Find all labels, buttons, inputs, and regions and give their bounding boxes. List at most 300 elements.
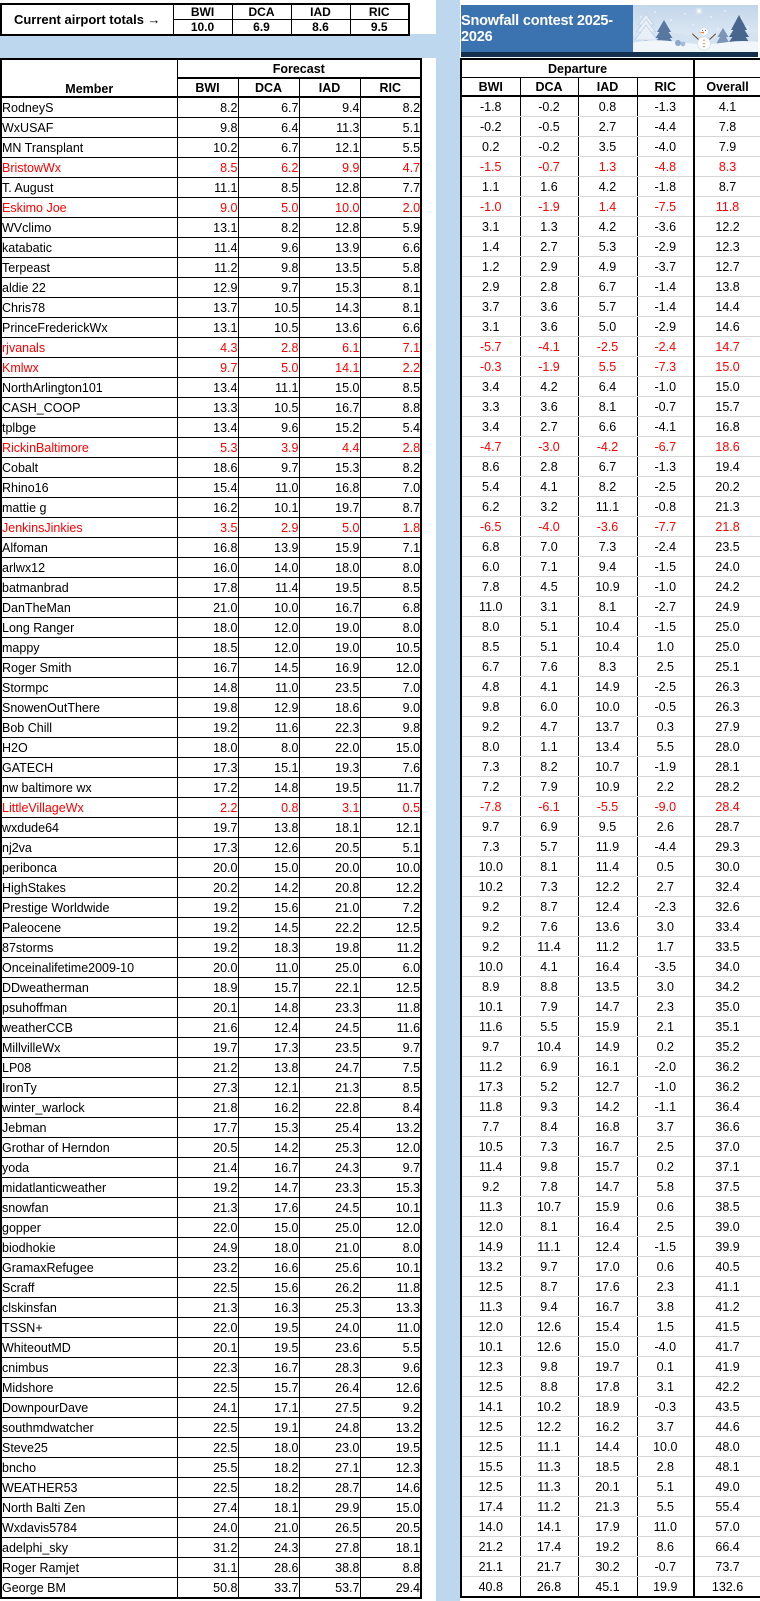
departure-cell[interactable]: 18.9: [578, 1397, 637, 1417]
departure-cell[interactable]: -3.7: [637, 257, 694, 277]
departure-cell[interactable]: 5.5: [520, 1017, 578, 1037]
forecast-cell[interactable]: 20.2: [177, 878, 238, 898]
forecast-cell[interactable]: 13.9: [238, 538, 299, 558]
departure-cell[interactable]: 7.9: [520, 777, 578, 797]
departure-cell[interactable]: 12.6: [520, 1337, 578, 1357]
departure-cell[interactable]: 13.6: [578, 917, 637, 937]
overall-cell[interactable]: 14.4: [694, 297, 760, 317]
departure-cell[interactable]: -5.7: [461, 337, 520, 357]
departure-cell[interactable]: 17.0: [578, 1257, 637, 1277]
departure-cell[interactable]: 17.8: [578, 1377, 637, 1397]
departure-cell[interactable]: -2.9: [637, 317, 694, 337]
departure-cell[interactable]: 11.3: [520, 1457, 578, 1477]
forecast-cell[interactable]: 19.2: [177, 718, 238, 738]
member-cell[interactable]: adelphi_sky: [1, 1538, 177, 1558]
departure-cell[interactable]: 1.1: [461, 177, 520, 197]
departure-cell[interactable]: 9.2: [461, 917, 520, 937]
forecast-cell[interactable]: 13.1: [177, 318, 238, 338]
total-ric-value[interactable]: 9.5: [350, 20, 409, 36]
member-cell[interactable]: Roger Ramjet: [1, 1558, 177, 1578]
forecast-cell[interactable]: 21.0: [238, 1518, 299, 1538]
forecast-cell[interactable]: 18.2: [238, 1478, 299, 1498]
overall-cell[interactable]: 37.1: [694, 1157, 760, 1177]
member-cell[interactable]: Wxdavis5784: [1, 1518, 177, 1538]
forecast-cell[interactable]: 24.5: [299, 1198, 360, 1218]
forecast-cell[interactable]: 8.2: [360, 458, 421, 478]
member-cell[interactable]: DDweatherman: [1, 978, 177, 998]
member-cell[interactable]: biodhokie: [1, 1238, 177, 1258]
departure-cell[interactable]: -0.8: [637, 497, 694, 517]
forecast-cell[interactable]: 10.1: [360, 1198, 421, 1218]
overall-cell[interactable]: 25.1: [694, 657, 760, 677]
departure-cell[interactable]: 5.3: [578, 237, 637, 257]
forecast-cell[interactable]: 9.9: [299, 158, 360, 178]
departure-cell[interactable]: -0.2: [520, 96, 578, 117]
forecast-cell[interactable]: 15.7: [238, 1378, 299, 1398]
departure-cell[interactable]: 9.4: [520, 1297, 578, 1317]
forecast-cell[interactable]: 16.7: [299, 398, 360, 418]
departure-cell[interactable]: -0.5: [520, 117, 578, 137]
departure-cell[interactable]: 8.0: [461, 617, 520, 637]
member-cell[interactable]: WxUSAF: [1, 118, 177, 138]
forecast-cell[interactable]: 17.2: [177, 778, 238, 798]
forecast-cell[interactable]: 11.6: [360, 1018, 421, 1038]
departure-cell[interactable]: -0.7: [637, 397, 694, 417]
forecast-cell[interactable]: 18.6: [299, 698, 360, 718]
departure-cell[interactable]: 14.9: [461, 1237, 520, 1257]
overall-cell[interactable]: 8.3: [694, 157, 760, 177]
forecast-cell[interactable]: 16.8: [177, 538, 238, 558]
departure-cell[interactable]: 11.6: [461, 1017, 520, 1037]
overall-cell[interactable]: 41.1: [694, 1277, 760, 1297]
departure-cell[interactable]: 10.9: [578, 777, 637, 797]
departure-cell[interactable]: 6.4: [578, 377, 637, 397]
departure-cell[interactable]: 21.3: [578, 1497, 637, 1517]
forecast-cell[interactable]: 11.3: [299, 118, 360, 138]
departure-cell[interactable]: -0.5: [637, 697, 694, 717]
forecast-cell[interactable]: 15.2: [299, 418, 360, 438]
overall-cell[interactable]: 43.5: [694, 1397, 760, 1417]
forecast-cell[interactable]: 2.9: [238, 518, 299, 538]
forecast-cell[interactable]: 6.7: [238, 97, 299, 118]
forecast-cell[interactable]: 19.2: [177, 918, 238, 938]
forecast-cell[interactable]: 11.2: [360, 938, 421, 958]
departure-cell[interactable]: -1.8: [461, 96, 520, 117]
departure-cell[interactable]: 10.0: [578, 697, 637, 717]
departure-cell[interactable]: 3.2: [520, 497, 578, 517]
departure-cell[interactable]: -6.5: [461, 517, 520, 537]
departure-cell[interactable]: 1.4: [578, 197, 637, 217]
forecast-cell[interactable]: 12.1: [238, 1078, 299, 1098]
departure-cell[interactable]: 14.2: [578, 1097, 637, 1117]
forecast-cell[interactable]: 24.0: [177, 1518, 238, 1538]
overall-cell[interactable]: 7.9: [694, 137, 760, 157]
forecast-cell[interactable]: 20.0: [177, 958, 238, 978]
member-cell[interactable]: midatlanticweather: [1, 1178, 177, 1198]
overall-cell[interactable]: 55.4: [694, 1497, 760, 1517]
departure-cell[interactable]: 1.5: [637, 1317, 694, 1337]
forecast-cell[interactable]: 21.4: [177, 1158, 238, 1178]
forecast-cell[interactable]: 18.5: [177, 638, 238, 658]
forecast-cell[interactable]: 14.5: [238, 658, 299, 678]
overall-cell[interactable]: 41.5: [694, 1317, 760, 1337]
overall-cell[interactable]: 41.2: [694, 1297, 760, 1317]
overall-cell[interactable]: 8.7: [694, 177, 760, 197]
member-cell[interactable]: katabatic: [1, 238, 177, 258]
overall-cell[interactable]: 33.5: [694, 937, 760, 957]
forecast-cell[interactable]: 5.8: [360, 258, 421, 278]
forecast-cell[interactable]: 9.6: [238, 418, 299, 438]
departure-cell[interactable]: -2.9: [637, 237, 694, 257]
overall-cell[interactable]: 26.3: [694, 677, 760, 697]
departure-cell[interactable]: 0.6: [637, 1257, 694, 1277]
forecast-cell[interactable]: 8.8: [360, 398, 421, 418]
departure-cell[interactable]: 3.4: [461, 377, 520, 397]
forecast-cell[interactable]: 22.5: [177, 1478, 238, 1498]
forecast-cell[interactable]: 8.7: [360, 498, 421, 518]
overall-cell[interactable]: 39.9: [694, 1237, 760, 1257]
overall-cell[interactable]: 32.4: [694, 877, 760, 897]
forecast-cell[interactable]: 2.8: [238, 338, 299, 358]
overall-cell[interactable]: 44.6: [694, 1417, 760, 1437]
forecast-cell[interactable]: 10.5: [360, 638, 421, 658]
departure-cell[interactable]: 0.2: [637, 1037, 694, 1057]
departure-cell[interactable]: 14.4: [578, 1437, 637, 1457]
member-cell[interactable]: Long Ranger: [1, 618, 177, 638]
forecast-cell[interactable]: 21.6: [177, 1018, 238, 1038]
forecast-cell[interactable]: 7.5: [360, 1058, 421, 1078]
departure-cell[interactable]: 7.6: [520, 917, 578, 937]
departure-cell[interactable]: 2.8: [520, 457, 578, 477]
forecast-cell[interactable]: 18.3: [238, 938, 299, 958]
forecast-cell[interactable]: 10.1: [360, 1258, 421, 1278]
forecast-cell[interactable]: 25.3: [299, 1298, 360, 1318]
departure-cell[interactable]: 11.0: [637, 1517, 694, 1537]
total-iad-value[interactable]: 8.6: [291, 20, 350, 36]
forecast-cell[interactable]: 17.3: [177, 758, 238, 778]
forecast-cell[interactable]: 11.8: [360, 1278, 421, 1298]
departure-cell[interactable]: 4.2: [578, 217, 637, 237]
member-cell[interactable]: LP08: [1, 1058, 177, 1078]
departure-cell[interactable]: 7.9: [520, 997, 578, 1017]
departure-cell[interactable]: 3.6: [520, 397, 578, 417]
member-cell[interactable]: arlwx12: [1, 558, 177, 578]
departure-cell[interactable]: -2.3: [637, 897, 694, 917]
member-cell[interactable]: H2O: [1, 738, 177, 758]
departure-cell[interactable]: 3.1: [520, 597, 578, 617]
departure-cell[interactable]: 8.1: [578, 597, 637, 617]
forecast-cell[interactable]: 15.0: [360, 1498, 421, 1518]
forecast-cell[interactable]: 23.2: [177, 1258, 238, 1278]
forecast-cell[interactable]: 28.6: [238, 1558, 299, 1578]
departure-cell[interactable]: -1.0: [637, 577, 694, 597]
departure-cell[interactable]: 14.1: [520, 1517, 578, 1537]
forecast-cell[interactable]: 24.7: [299, 1058, 360, 1078]
departure-cell[interactable]: -2.7: [637, 597, 694, 617]
forecast-cell[interactable]: 15.0: [238, 858, 299, 878]
overall-cell[interactable]: 21.8: [694, 517, 760, 537]
departure-cell[interactable]: 40.8: [461, 1577, 520, 1598]
forecast-col-dca[interactable]: DCA: [238, 78, 299, 97]
departure-cell[interactable]: -3.5: [637, 957, 694, 977]
forecast-cell[interactable]: 28.3: [299, 1358, 360, 1378]
forecast-cell[interactable]: 27.5: [299, 1398, 360, 1418]
forecast-cell[interactable]: 9.6: [238, 238, 299, 258]
departure-cell[interactable]: -1.4: [637, 297, 694, 317]
forecast-cell[interactable]: 11.0: [238, 478, 299, 498]
member-cell[interactable]: DanTheMan: [1, 598, 177, 618]
departure-cell[interactable]: 13.4: [578, 737, 637, 757]
forecast-cell[interactable]: 24.3: [299, 1158, 360, 1178]
forecast-cell[interactable]: 14.8: [177, 678, 238, 698]
forecast-cell[interactable]: 12.6: [360, 1378, 421, 1398]
overall-cell[interactable]: 12.7: [694, 257, 760, 277]
forecast-cell[interactable]: 20.0: [299, 858, 360, 878]
forecast-cell[interactable]: 20.1: [177, 998, 238, 1018]
departure-cell[interactable]: 9.7: [520, 1257, 578, 1277]
departure-cell[interactable]: -1.1: [637, 1097, 694, 1117]
departure-cell[interactable]: 9.2: [461, 1177, 520, 1197]
departure-cell[interactable]: 4.9: [578, 257, 637, 277]
member-cell[interactable]: gopper: [1, 1218, 177, 1238]
member-cell[interactable]: T. August: [1, 178, 177, 198]
departure-cell[interactable]: 10.2: [520, 1397, 578, 1417]
forecast-cell[interactable]: 8.5: [177, 158, 238, 178]
departure-cell[interactable]: 6.9: [520, 817, 578, 837]
departure-cell[interactable]: -7.3: [637, 357, 694, 377]
member-cell[interactable]: GramaxRefugee: [1, 1258, 177, 1278]
departure-cell[interactable]: 6.8: [461, 537, 520, 557]
departure-cell[interactable]: -4.4: [637, 117, 694, 137]
forecast-cell[interactable]: 12.0: [238, 618, 299, 638]
member-cell[interactable]: MillvilleWx: [1, 1038, 177, 1058]
departure-cell[interactable]: 3.3: [461, 397, 520, 417]
forecast-cell[interactable]: 25.3: [299, 1138, 360, 1158]
departure-cell[interactable]: 13.2: [461, 1257, 520, 1277]
forecast-cell[interactable]: 15.3: [299, 278, 360, 298]
forecast-cell[interactable]: 5.1: [360, 118, 421, 138]
departure-cell[interactable]: 7.3: [461, 757, 520, 777]
member-cell[interactable]: Cobalt: [1, 458, 177, 478]
forecast-cell[interactable]: 17.1: [238, 1398, 299, 1418]
departure-cell[interactable]: -6.1: [520, 797, 578, 817]
forecast-cell[interactable]: 12.8: [299, 178, 360, 198]
departure-cell[interactable]: -1.3: [637, 457, 694, 477]
departure-cell[interactable]: 9.8: [520, 1357, 578, 1377]
forecast-cell[interactable]: 20.8: [299, 878, 360, 898]
departure-cell[interactable]: 12.4: [578, 1237, 637, 1257]
departure-cell[interactable]: 12.5: [461, 1477, 520, 1497]
departure-cell[interactable]: -9.0: [637, 797, 694, 817]
forecast-cell[interactable]: 16.9: [299, 658, 360, 678]
forecast-cell[interactable]: 5.0: [299, 518, 360, 538]
departure-cell[interactable]: 15.4: [578, 1317, 637, 1337]
forecast-cell[interactable]: 18.0: [177, 618, 238, 638]
forecast-cell[interactable]: 11.1: [238, 378, 299, 398]
departure-cell[interactable]: 12.0: [461, 1217, 520, 1237]
forecast-cell[interactable]: 12.1: [360, 818, 421, 838]
forecast-cell[interactable]: 50.8: [177, 1578, 238, 1599]
departure-cell[interactable]: 5.7: [520, 837, 578, 857]
forecast-cell[interactable]: 16.2: [238, 1098, 299, 1118]
member-cell[interactable]: George BM: [1, 1578, 177, 1599]
forecast-cell[interactable]: 25.5: [177, 1458, 238, 1478]
forecast-cell[interactable]: 13.1: [177, 218, 238, 238]
departure-cell[interactable]: 2.7: [637, 877, 694, 897]
forecast-cell[interactable]: 15.9: [299, 538, 360, 558]
forecast-cell[interactable]: 18.2: [238, 1458, 299, 1478]
forecast-cell[interactable]: 8.0: [360, 1238, 421, 1258]
forecast-cell[interactable]: 0.5: [360, 798, 421, 818]
departure-cell[interactable]: 14.1: [461, 1397, 520, 1417]
departure-cell[interactable]: -1.9: [637, 757, 694, 777]
overall-cell[interactable]: 15.0: [694, 377, 760, 397]
forecast-cell[interactable]: 17.7: [177, 1118, 238, 1138]
departure-cell[interactable]: 26.8: [520, 1577, 578, 1598]
forecast-cell[interactable]: 7.0: [360, 678, 421, 698]
forecast-cell[interactable]: 18.1: [299, 818, 360, 838]
forecast-cell[interactable]: 10.5: [238, 398, 299, 418]
forecast-cell[interactable]: 4.7: [360, 158, 421, 178]
member-cell[interactable]: winter_warlock: [1, 1098, 177, 1118]
departure-cell[interactable]: 7.7: [461, 1117, 520, 1137]
overall-cell[interactable]: 34.2: [694, 977, 760, 997]
departure-cell[interactable]: 16.2: [578, 1417, 637, 1437]
departure-cell[interactable]: -1.5: [637, 557, 694, 577]
forecast-cell[interactable]: 18.6: [177, 458, 238, 478]
member-cell[interactable]: Scraff: [1, 1278, 177, 1298]
departure-cell[interactable]: 1.3: [578, 157, 637, 177]
overall-cell[interactable]: 14.7: [694, 337, 760, 357]
member-cell[interactable]: Kmlwx: [1, 358, 177, 378]
forecast-cell[interactable]: 19.3: [299, 758, 360, 778]
forecast-cell[interactable]: 17.3: [177, 838, 238, 858]
departure-cell[interactable]: 15.9: [578, 1197, 637, 1217]
overall-cell[interactable]: 11.8: [694, 197, 760, 217]
member-cell[interactable]: North Balti Zen: [1, 1498, 177, 1518]
member-cell[interactable]: SnowenOutThere: [1, 698, 177, 718]
forecast-cell[interactable]: 18.0: [299, 558, 360, 578]
forecast-cell[interactable]: 8.4: [360, 1098, 421, 1118]
departure-cell[interactable]: -4.0: [520, 517, 578, 537]
departure-cell[interactable]: 3.1: [461, 317, 520, 337]
forecast-cell[interactable]: 22.5: [177, 1438, 238, 1458]
overall-cell[interactable]: 36.6: [694, 1117, 760, 1137]
forecast-cell[interactable]: 10.5: [238, 318, 299, 338]
member-cell[interactable]: Steve25: [1, 1438, 177, 1458]
overall-cell[interactable]: 48.0: [694, 1437, 760, 1457]
member-cell[interactable]: Prestige Worldwide: [1, 898, 177, 918]
forecast-cell[interactable]: 14.3: [299, 298, 360, 318]
forecast-cell[interactable]: 19.5: [360, 1438, 421, 1458]
departure-cell[interactable]: 0.8: [578, 96, 637, 117]
departure-cell[interactable]: 9.2: [461, 937, 520, 957]
forecast-cell[interactable]: 12.0: [360, 658, 421, 678]
departure-cell[interactable]: -2.5: [637, 677, 694, 697]
forecast-cell[interactable]: 8.1: [360, 298, 421, 318]
departure-cell[interactable]: 2.1: [637, 1017, 694, 1037]
member-cell[interactable]: yoda: [1, 1158, 177, 1178]
departure-cell[interactable]: 11.8: [461, 1097, 520, 1117]
departure-cell[interactable]: 21.2: [461, 1537, 520, 1557]
departure-cell[interactable]: 11.3: [461, 1297, 520, 1317]
departure-cell[interactable]: 3.6: [520, 317, 578, 337]
departure-cell[interactable]: 11.1: [578, 497, 637, 517]
departure-cell[interactable]: 12.7: [578, 1077, 637, 1097]
departure-cell[interactable]: 9.7: [461, 1037, 520, 1057]
forecast-cell[interactable]: 29.9: [299, 1498, 360, 1518]
member-cell[interactable]: WVclimo: [1, 218, 177, 238]
overall-cell[interactable]: 37.0: [694, 1137, 760, 1157]
departure-cell[interactable]: 12.5: [461, 1437, 520, 1457]
forecast-cell[interactable]: 22.5: [177, 1378, 238, 1398]
member-cell[interactable]: NorthArlington101: [1, 378, 177, 398]
forecast-cell[interactable]: 13.3: [360, 1298, 421, 1318]
overall-cell[interactable]: 12.3: [694, 237, 760, 257]
departure-cell[interactable]: 21.7: [520, 1557, 578, 1577]
member-cell[interactable]: Stormpc: [1, 678, 177, 698]
overall-cell[interactable]: 35.0: [694, 997, 760, 1017]
departure-cell[interactable]: 4.1: [520, 477, 578, 497]
departure-cell[interactable]: 10.2: [461, 877, 520, 897]
forecast-cell[interactable]: 23.0: [299, 1438, 360, 1458]
departure-cell[interactable]: 12.6: [520, 1317, 578, 1337]
forecast-cell[interactable]: 21.0: [177, 598, 238, 618]
member-cell[interactable]: nj2va: [1, 838, 177, 858]
departure-cell[interactable]: 6.7: [578, 277, 637, 297]
departure-cell[interactable]: 7.3: [578, 537, 637, 557]
forecast-cell[interactable]: 9.7: [238, 278, 299, 298]
forecast-cell[interactable]: 13.2: [360, 1118, 421, 1138]
forecast-cell[interactable]: 16.8: [299, 478, 360, 498]
forecast-cell[interactable]: 20.1: [177, 1338, 238, 1358]
forecast-cell[interactable]: 23.3: [299, 1178, 360, 1198]
overall-cell[interactable]: 25.0: [694, 637, 760, 657]
overall-cell[interactable]: 28.0: [694, 737, 760, 757]
departure-cell[interactable]: 0.6: [637, 1197, 694, 1217]
departure-cell[interactable]: 6.2: [461, 497, 520, 517]
departure-cell[interactable]: 5.8: [637, 1177, 694, 1197]
departure-cell[interactable]: 5.1: [520, 617, 578, 637]
departure-cell[interactable]: 9.2: [461, 717, 520, 737]
forecast-cell[interactable]: 10.5: [238, 298, 299, 318]
member-cell[interactable]: southmdwatcher: [1, 1418, 177, 1438]
forecast-cell[interactable]: 10.0: [238, 598, 299, 618]
forecast-cell[interactable]: 14.5: [238, 918, 299, 938]
departure-cell[interactable]: 9.8: [461, 697, 520, 717]
departure-cell[interactable]: 4.2: [578, 177, 637, 197]
forecast-cell[interactable]: 7.1: [360, 338, 421, 358]
forecast-cell[interactable]: 53.7: [299, 1578, 360, 1599]
forecast-cell[interactable]: 12.6: [238, 838, 299, 858]
departure-cell[interactable]: 15.9: [578, 1017, 637, 1037]
departure-cell[interactable]: -1.5: [461, 157, 520, 177]
forecast-cell[interactable]: 20.5: [177, 1138, 238, 1158]
member-cell[interactable]: WhiteoutMD: [1, 1338, 177, 1358]
forecast-cell[interactable]: 9.7: [177, 358, 238, 378]
forecast-cell[interactable]: 10.0: [360, 858, 421, 878]
forecast-cell[interactable]: 12.0: [238, 638, 299, 658]
departure-cell[interactable]: -3.0: [520, 437, 578, 457]
departure-cell[interactable]: 2.8: [637, 1457, 694, 1477]
departure-cell[interactable]: 12.0: [461, 1317, 520, 1337]
departure-cell[interactable]: 8.3: [578, 657, 637, 677]
departure-cell[interactable]: 2.6: [637, 817, 694, 837]
departure-cell[interactable]: 11.2: [578, 937, 637, 957]
forecast-cell[interactable]: 21.0: [299, 1238, 360, 1258]
departure-cell[interactable]: 19.2: [578, 1537, 637, 1557]
departure-cell[interactable]: 6.6: [578, 417, 637, 437]
